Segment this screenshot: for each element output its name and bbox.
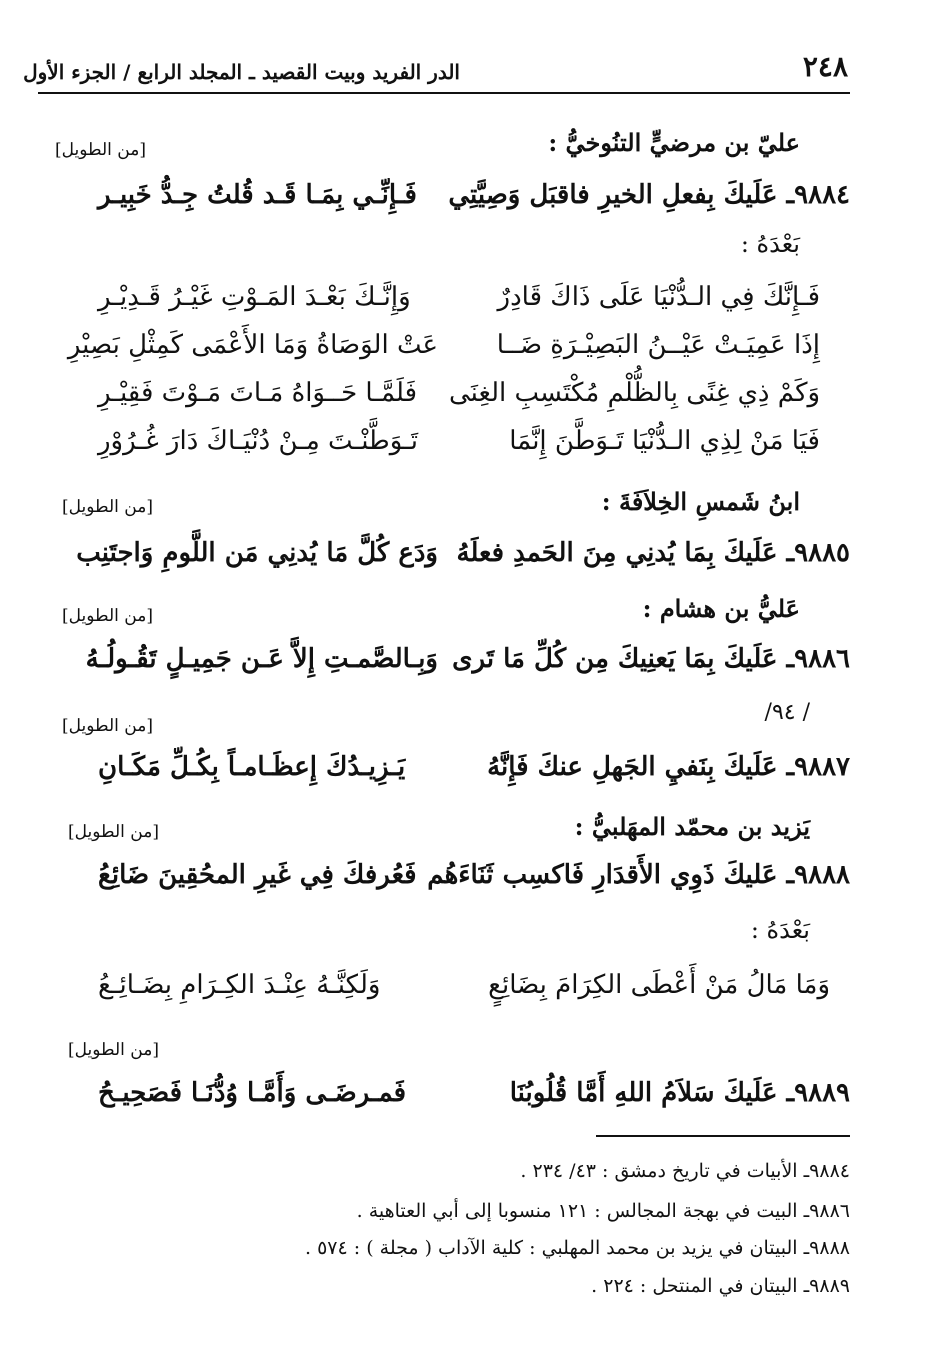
meter-label: [من الطويل] [62,497,153,517]
poet-name: عليّ بن مرضيٍّ التنُوخيُّ : [548,128,800,157]
meter-label: [من الطويل] [55,140,146,160]
footnote: ٩٨٨٩ـ البيتان في المنتحل : ٢٢٤ . [591,1275,850,1297]
footnote: ٩٨٨٦ـ البيت في بهجة المجالس : ١٢١ منسوبا إلى أبي العتاهية . [356,1200,850,1222]
verse-second-hemistich: وَبِـالصَّمـتِ إِلاَّ عَـن جَمِيـلٍ تَقُـولُـهُ [85,644,438,674]
meter-label: [من الطويل] [68,822,159,842]
verse-second-hemistich: وَإِنَّـكَ بَعْـدَ المَـوْتِ غَيْـرُ قَـدِيْـرِ [98,282,411,312]
footnote-rule [596,1135,850,1137]
manuscript-page-reference: / ٩٤/ [764,700,810,725]
meter-label: [من الطويل] [62,716,153,736]
verse-first-hemistich: إِذَا عَمِيَـتْ عَيْــنُ البَصِيْـرَةِ ضَــا [496,330,820,360]
verse-second-hemistich: وَدَع كُلَّ مَا يُدنِي مَن اللَّومِ وَاجتَنِب [76,538,438,568]
verse-second-hemistich: فَعُرفكَ فِي غَيرِ المحُقِينَ ضَائِعُ [98,860,417,890]
verse-first-hemistich: ٩٨٨٧ـ عَلَيكَ بِنَفيِ الجَهلِ عنكَ فَإِنَّهُ [487,752,850,782]
verse-second-hemistich: وَلَكِنَّـهُ عِنْـدَ الكِـرَامِ بِضَـائِـعُ [98,970,381,1000]
running-header-title: الدر الفريد وبيت القصيد ـ المجلد الرابع / الجزء الأول [23,60,460,84]
continuation-label: بَعْدَهُ : [740,230,800,258]
verse-first-hemistich: ٩٨٨٥ـ عَلَيكَ بِمَا يُدنِي مِنَ الحَمدِ فعلَهُ [456,538,850,568]
meter-label: [من الطويل] [68,1040,159,1060]
verse-first-hemistich: وَكَمْ ذِي غِنًى بِالظُّلْمِ مُكْتَسِبِ الغِنَى [449,378,820,408]
poet-name: يَزيد بن محمّد المهَلبيُّ : [574,812,810,841]
verse-first-hemistich: ٩٨٨٦ـ عَلَيكَ بِمَا يَعنِيكَ مِن كُلِّ مَا تَرى [452,644,850,674]
verse-second-hemistich: فَـإِنِّـي بِمَـا قَـد قُلتُ جِـدُّ خَبِيـر [98,180,417,210]
verse-first-hemistich: وَمَا مَالُ مَنْ أَعْطَى الكِرَامَ بِضَائِعٍ [488,970,830,1000]
verse-first-hemistich: ٩٨٨٩ـ عَلَيكَ سَلاَمُ اللهِ أَمَّا قُلُوبُنَا [509,1078,850,1108]
verse-first-hemistich: فَـإِنَّكَ فِي الـدُّنْيَا عَلَى ذَاكَ قَادِرٌ [497,282,820,312]
poet-name: ابنُ شَمسِ الخِلاَفَةَ : [601,487,800,516]
continuation-label: بَعْدَهُ : [750,916,810,944]
header-rule [38,92,850,94]
footnote: ٩٨٨٨ـ البيتان في يزيد بن محمد المهلبي : كلية الآداب ( مجلة ) : ٥٧٤ . [305,1237,850,1259]
verse-second-hemistich: فَلَمَّـا حَــوَاهُ مَـاتَ مَـوْتَ فَقِيْـرِ [98,378,418,408]
verse-second-hemistich: فَمـرضَـى وَأَمَّـا وُدُّنَـا فَصَحِيـحُ [98,1078,407,1108]
verse-second-hemistich: تَـوَطَّنْـتَ مِـنْ دُنْيَـاكَ دَارَ غُـرُوْرِ [98,426,419,456]
poet-name: عَليُّ بن هشام : [642,594,800,623]
verse-second-hemistich: عَتْ الوَصَاةُ وَمَا الأَعْمَى كَمِثْلِ بَصِيْرِ [67,330,438,360]
meter-label: [من الطويل] [62,606,153,626]
footnote: ٩٨٨٤ـ الأبيات في تاريخ دمشق : ٤٣/ ٢٣٤ . [520,1160,850,1182]
page-number: ٢٤٨ [802,50,848,83]
verse-first-hemistich: ٩٨٨٤ـ عَلَيكَ بِفعلِ الخيرِ فاقبَل وَصِيَّتِي [448,180,850,210]
verse-second-hemistich: يَـزِيـدُكَ إِعظَـامـاً بِكُـلِّ مَكَـانِ [98,752,406,782]
verse-first-hemistich: فَيَا مَنْ لِذِي الـدُّنْيَا تَـوَطَّنَ إِنَّمَا [509,426,820,456]
verse-first-hemistich: ٩٨٨٨ـ عَليكَ ذَوِي الأَقدَارِ فَاكسِب ثَنَاءَهُم [427,860,850,890]
